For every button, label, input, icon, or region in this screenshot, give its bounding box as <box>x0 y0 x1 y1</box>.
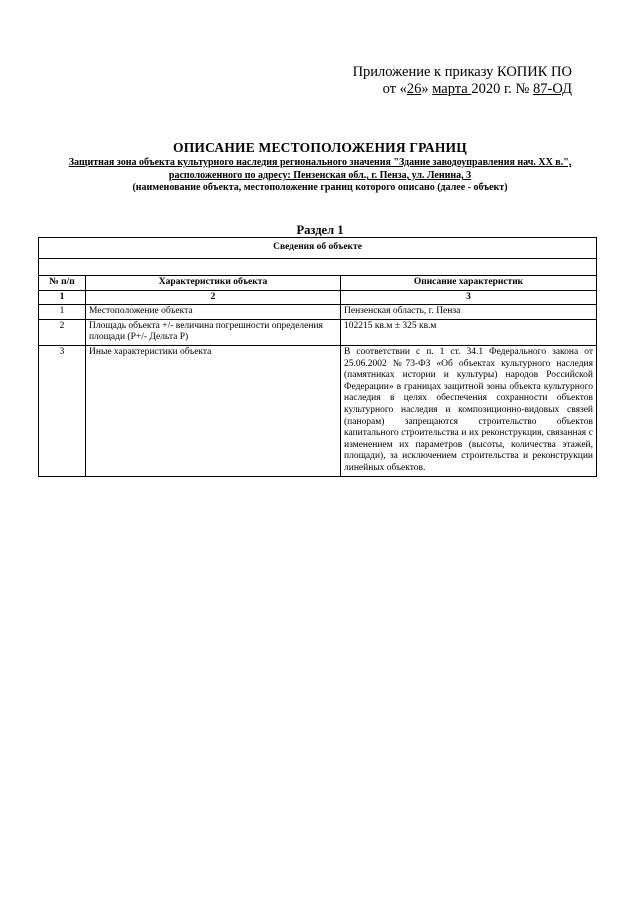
order-date-prefix: от « <box>382 81 407 97</box>
table-heading: Сведения об объекте <box>39 238 597 259</box>
order-date-line <box>353 81 572 98</box>
column-number-1: 1 <box>39 290 86 305</box>
table-heading-row <box>39 238 597 259</box>
blank-cell <box>39 259 597 276</box>
object-description-line2: расположенного по адресу: Пензенская обл., г. Пенза, ул. Ленина, 3 <box>168 170 472 181</box>
row-number: 1 <box>39 305 86 320</box>
row-number: 2 <box>39 319 86 345</box>
column-header-number: № п/п <box>39 276 86 291</box>
table-row <box>39 319 597 345</box>
table-blank-row <box>39 259 597 276</box>
appendix-title: Приложение к приказу КОПИК ПО <box>352 64 572 80</box>
section-title: Раздел 1 <box>296 223 344 237</box>
column-number-3: 3 <box>341 290 597 305</box>
column-header-characteristics: Характеристики объекта <box>86 276 341 291</box>
order-number: 87-ОД <box>533 81 572 97</box>
order-day: 26 <box>406 81 422 97</box>
row-characteristic: Местоположение объекта <box>86 305 341 320</box>
order-month: марта <box>432 81 472 97</box>
row-description: В соответствии с п. 1 ст. 34.1 Федерального закона от 25.06.2002 №73-ФЗ «Об объектах культурного наследия (памятниках истории и культуры) народов Российской Федерации» в границах защитной зоны объекта культурного наследия в целях обеспечения сохранности объектов культурного наследия и композиционно-видовых связей (панорам) запрещаются строительство объектов капитального строительства и их реконструкция, связанная с изменением их параметров (высоты, количества этажей, площади), за исключением строительства и реконструкции линейных объектов. <box>341 345 597 476</box>
column-number-2: 2 <box>86 290 341 305</box>
object-info-table <box>38 237 597 477</box>
appendix-header <box>353 64 572 98</box>
row-description: Пензенская область, г. Пенза <box>341 305 597 320</box>
column-number-row <box>39 290 597 305</box>
row-characteristic: Площадь объекта +/- величина погрешности определения площади (Р+/- Дельта Р) <box>86 319 341 345</box>
order-date-mid: » <box>421 81 433 97</box>
column-header-row <box>39 276 597 291</box>
row-characteristic: Иные характеристики объекта <box>86 345 341 476</box>
document-title-block <box>30 139 610 194</box>
row-number: 3 <box>39 345 86 476</box>
row-description: 102215 кв.м ± 325 кв.м <box>341 319 597 345</box>
table-row <box>39 305 597 320</box>
object-description-note: (наименование объекта, местоположение границ которого описано (далее - объект) <box>132 182 508 193</box>
document-title: ОПИСАНИЕ МЕСТОПОЛОЖЕНИЯ ГРАНИЦ <box>173 140 467 155</box>
object-description-line1: Защитная зона объекта культурного наследия регионального значения "Здание заводоуправления нач. XX в.", <box>68 157 572 168</box>
order-year: 2020 г. № <box>471 81 534 97</box>
column-header-description: Описание характеристик <box>341 276 597 291</box>
table-row <box>39 345 597 476</box>
